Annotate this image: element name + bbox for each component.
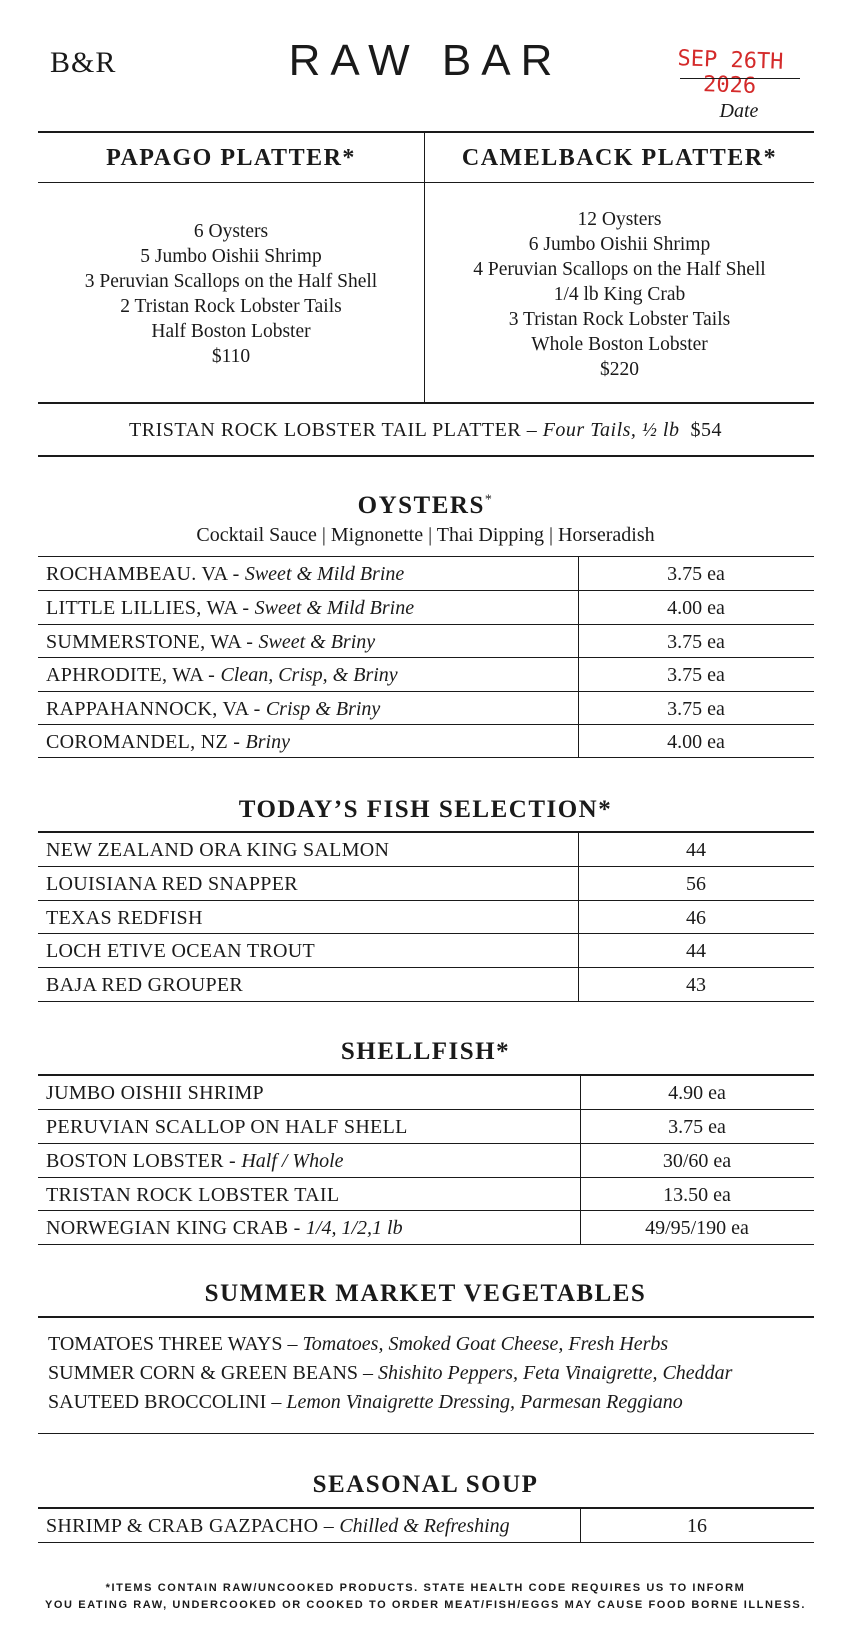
row-price: 4.00 ea — [667, 730, 725, 753]
platter-item: 5 Jumbo Oishii Shrimp — [140, 246, 322, 267]
row-rule — [38, 1210, 814, 1211]
row-rule — [38, 866, 814, 867]
row-name: BAJA RED GROUPER — [46, 973, 244, 996]
oysters-heading-text: OYSTERS — [357, 492, 485, 519]
row-name: PERUVIAN SCALLOP ON HALF SHELL — [46, 1115, 408, 1138]
platter-item: 1/4 lb King Crab — [553, 284, 686, 305]
soup-desc: Chilled & Refreshing — [339, 1514, 510, 1537]
row-price: 3.75 ea — [667, 663, 725, 686]
tail-platter-name: TRISTAN ROCK LOBSTER TAIL PLATTER — [129, 419, 522, 441]
row-desc: Briny — [245, 730, 290, 753]
row-desc: Sweet & Briny — [258, 630, 376, 653]
date-block — [650, 48, 810, 123]
page-title: RAW BAR — [288, 36, 563, 85]
row-name: COROMANDEL, NZ - — [46, 730, 246, 753]
row-price: 56 — [686, 872, 706, 895]
oysters-asterisk: * — [484, 492, 494, 508]
row-rule — [38, 691, 814, 692]
row-rule — [38, 624, 814, 625]
divider — [38, 402, 814, 404]
row-price: 3.75 ea — [667, 630, 725, 653]
row-desc: Crisp & Briny — [265, 697, 381, 720]
row-name: ROCHAMBEAU. VA - — [46, 562, 245, 585]
divider — [38, 131, 814, 133]
table-bottom-rule — [38, 1001, 814, 1002]
row-name: NEW ZEALAND ORA KING SALMON — [46, 838, 390, 861]
row-rule — [38, 657, 814, 658]
health-disclaimer — [0, 1580, 851, 1614]
tail-platter-dash: – — [521, 419, 543, 441]
row-rule — [38, 933, 814, 934]
veg-desc: Lemon Vinaigrette Dressing, Parmesan Reggiano — [286, 1391, 683, 1413]
row-price: 4.90 ea — [668, 1081, 726, 1104]
oysters-sauces: Cocktail Sauce | Mignonette | Thai Dipping | Horseradish — [196, 524, 655, 546]
table-top-rule — [38, 1507, 814, 1509]
papago-platter-items — [38, 219, 424, 369]
date-underline — [680, 78, 800, 79]
list-item — [48, 1330, 732, 1359]
platter-item: 3 Tristan Rock Lobster Tails — [508, 309, 731, 330]
divider — [38, 1316, 814, 1318]
row-rule — [38, 1143, 814, 1144]
row-name: TRISTAN ROCK LOBSTER TAIL — [46, 1183, 340, 1206]
tail-platter-line — [0, 419, 851, 442]
table-bottom-rule — [38, 1542, 814, 1543]
row-price: 49/95/190 ea — [645, 1216, 749, 1239]
platter-item: Whole Boston Lobster — [531, 334, 708, 355]
table-top-rule — [38, 831, 814, 833]
row-name: LITTLE LILLIES, WA - — [46, 596, 255, 619]
row-price: 43 — [686, 973, 706, 996]
veg-name: TOMATOES THREE WAYS – — [48, 1333, 303, 1355]
row-rule — [38, 724, 814, 725]
row-name: NORWEGIAN KING CRAB - — [46, 1216, 306, 1239]
divider — [38, 455, 814, 457]
row-name: BOSTON LOBSTER - — [46, 1149, 242, 1172]
platter-item: 6 Jumbo Oishii Shrimp — [528, 234, 711, 255]
platter-item: 4 Peruvian Scallops on the Half Shell — [473, 259, 766, 280]
tail-platter-desc: Four Tails, ½ lb — [542, 419, 680, 441]
row-rule — [38, 900, 814, 901]
vegetables-heading: SUMMER MARKET VEGETABLES — [204, 1280, 647, 1307]
row-price: 44 — [686, 939, 706, 962]
veg-name: SUMMER CORN & GREEN BEANS – — [48, 1362, 379, 1384]
row-price: 4.00 ea — [667, 596, 725, 619]
row-desc: Clean, Crisp, & Briny — [220, 663, 398, 686]
row-price: 30/60 ea — [662, 1149, 732, 1172]
table-top-rule — [38, 1074, 814, 1076]
list-item — [48, 1388, 732, 1417]
row-name: TEXAS REDFISH — [46, 906, 203, 929]
logo: B&R — [50, 46, 117, 79]
platter-price: $220 — [600, 359, 639, 380]
row-rule — [38, 1177, 814, 1178]
list-item — [48, 1359, 732, 1388]
oysters-heading — [0, 492, 851, 520]
disclaimer-line: YOU EATING RAW, UNDERCOOKED OR COOKED TO ORDER MEAT/FISH/EGGS MAY CAUSE FOOD BORNE ILLNESS. — [44, 1599, 807, 1611]
divider — [38, 1433, 814, 1434]
row-name: RAPPAHANNOCK, VA - — [46, 697, 266, 720]
row-price: 44 — [686, 838, 706, 861]
soup-name: SHRIMP & CRAB GAZPACHO – — [46, 1514, 340, 1537]
row-desc: 1/4, 1/2,1 lb — [305, 1216, 403, 1239]
row-price: 3.75 ea — [668, 1115, 726, 1138]
row-name: JUMBO OISHII SHRIMP — [46, 1081, 264, 1104]
row-rule — [38, 967, 814, 968]
row-rule — [38, 590, 814, 591]
table-top-rule — [38, 556, 814, 557]
row-desc: Half / Whole — [241, 1149, 344, 1172]
disclaimer-line: *ITEMS CONTAIN RAW/UNCOOKED PRODUCTS. STATE HEALTH CODE REQUIRES US TO INFORM — [105, 1582, 746, 1594]
row-name: LOCH ETIVE OCEAN TROUT — [46, 939, 315, 962]
row-desc: Sweet & Mild Brine — [254, 596, 415, 619]
row-name: SUMMERSTONE, WA - — [46, 630, 259, 653]
tail-platter-price: $54 — [690, 419, 722, 441]
row-price: 3.75 ea — [667, 697, 725, 720]
vegetables-list — [48, 1330, 732, 1417]
veg-desc: Shishito Peppers, Feta Vinaigrette, Cheddar — [378, 1362, 733, 1384]
fish-heading: TODAY’S FISH SELECTION* — [238, 796, 613, 823]
row-price: 3.75 ea — [667, 562, 725, 585]
platter-item: 2 Tristan Rock Lobster Tails — [120, 296, 342, 317]
shellfish-heading: SHELLFISH* — [340, 1038, 511, 1065]
row-name: LOUISIANA RED SNAPPER — [46, 872, 298, 895]
row-price: 46 — [686, 906, 706, 929]
row-rule — [38, 1109, 814, 1110]
camelback-platter-title: CAMELBACK PLATTER* — [461, 145, 778, 171]
platter-item: 3 Peruvian Scallops on the Half Shell — [84, 271, 378, 292]
row-price: 13.50 ea — [663, 1183, 731, 1206]
row-name: APHRODITE, WA - — [46, 663, 221, 686]
table-bottom-rule — [38, 1244, 814, 1245]
platter-item: Half Boston Lobster — [151, 321, 311, 342]
soup-heading: SEASONAL SOUP — [312, 1471, 539, 1498]
camelback-platter-items — [425, 207, 814, 382]
table-bottom-rule — [38, 757, 814, 758]
papago-platter-title: PAPAGO PLATTER* — [106, 145, 356, 171]
veg-desc: Tomatoes, Smoked Goat Cheese, Fresh Herbs — [302, 1333, 669, 1355]
date-stamp: SEP 26TH 2026 — [677, 46, 784, 99]
platter-item: 12 Oysters — [577, 209, 662, 230]
platter-item: 6 Oysters — [193, 221, 269, 242]
soup-price: 16 — [687, 1514, 707, 1537]
platter-price: $110 — [211, 346, 251, 367]
divider — [38, 182, 814, 183]
date-label: Date — [719, 100, 759, 122]
row-desc: Sweet & Mild Brine — [244, 562, 405, 585]
veg-name: SAUTEED BROCCOLINI – — [48, 1391, 287, 1413]
